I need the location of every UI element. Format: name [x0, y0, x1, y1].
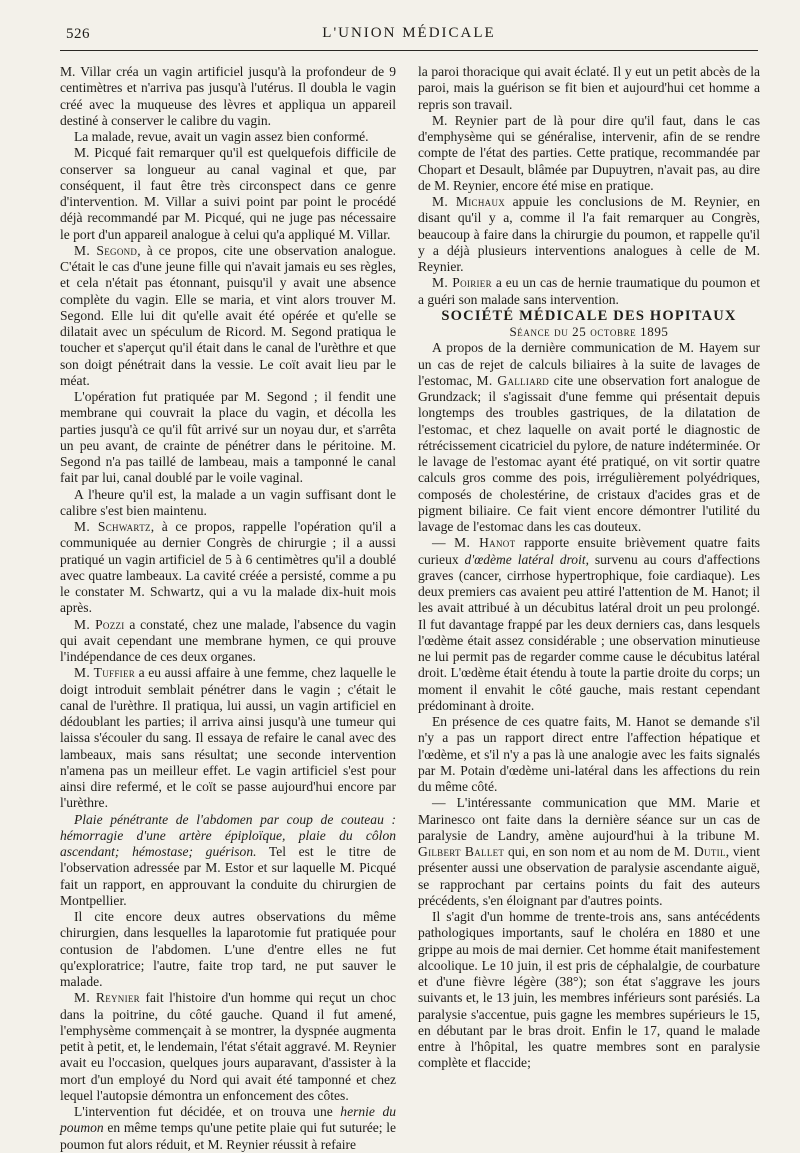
paragraph: M. Reynier part de là pour dire qu'il faut, dans le cas d'emphysème qui se généralise, intervenir, afin de se rendre compte de l'état des parties. Cette pratique, recommandée par Chopart et Desault, blâmée par Dupuytren, n'avait pas, au dire de M. Reynier, encore été mise en pratique.: [418, 112, 760, 193]
paragraph: M. Schwartz, à ce propos, rappelle l'opération qu'il a communiquée au dernier Congrès de chirurgie ; il a aussi pratiqué un vagin artificiel de 5 à 6 centimètres qu'il a doublé avec quatre lambeaux. La cavité créée a persisté, comme a pu le constater M. Schwartz, qui a vu la malade dix-huit mois après.: [60, 519, 396, 616]
paragraph: En présence de ces quatre faits, M. Hanot se demande s'il n'y a pas un rapport direct entre l'affection hépatique et l'œdème, et s'il n'y a pas là une analogie avec les faits signalés par M. Potain d'œdème uni-latéral dans les affections du rein du même côté.: [418, 714, 760, 794]
paragraph: — M. Hanot rapporte ensuite brièvement quatre faits curieux d'œdème latéral droit, survenu au cours d'affections graves (cancer, cirrhose hypertrophique, foie cardiaque). Les deux premiers cas avaient peu attiré l'attention de M. Hanot; il les avait attribué à un décubitus latéral droit un peu prolongé. Il fut davantage frappé par les deux derniers cas, dans lesquels l'œdème était assez considérable ; une observation minutieuse ne lui permit pas de regarder comme cause le décubitus latéral droit. L'œdème était étendu à toute la partie droite du corps; un moment il envahit le côté gauche, mais restant cependant prédominant à droite.: [418, 535, 761, 713]
italic-phrase: d'œdème latéral droit: [464, 551, 586, 567]
italic-title: Plaie pénétrante de l'abdomen par coup de couteau : hémorragie d'une artère épiploïque, plaie du côlon ascendant; hémostase; guérison.: [60, 811, 396, 859]
paragraph: M. Reynier fait l'histoire d'un homme qui reçut un choc dans la poitrine, du côté gauche. Quand il fut amené, l'emphysème commençait à se montrer, la dyspnée augmenta petit à petit, et, le lendemain, l'état s'était aggravé. M. Reynier avait eu l'occasion, quelques jours auparavant, d'assister à la mort d'un employé du Nord qui avait été tamponné et chez lequel l'autopsie démontra un enfoncement des côtes.: [60, 990, 396, 1103]
paragraph: Il cite encore deux autres observations du même chirurgien, dans lesquelles la laparotomie fut pratiquée pour contusion de l'abdomen. L'une d'entre elles ne fut qu'exploratrice; l'autre, faite trop tard, ne put sauver le malade.: [60, 909, 396, 989]
right-column-top-text: [418, 64, 760, 308]
speaker-name: M. Hanot: [454, 535, 516, 551]
paragraph: Il s'agit d'un homme de trente-trois ans, sans antécédents pathologiques importants, sauf le choléra en 1880 et une grippe au mois de mai dernier. Cet homme était manifestement alcoolique. Le 10 juin, il est pris de céphalalgie, de courbature et d'une fièvre légère (38°); son état s'aggrave les jours suivants et, le 13 juin, les membres inférieurs sont parésiés. La paralysie s'accentue, puis gagne les membres supérieurs le 15, en débutant par le bras droit. Enfin le 17, quand le malade entre à l'hôpital, les quatre membres sont en paralysie complète et flaccide;: [418, 909, 760, 1071]
paragraph: M. Pozzi a constaté, chez une malade, l'absence du vagin qui avait cependant une membrane hymen, ce qui prouve l'indépendance de ces deux organes.: [60, 616, 396, 664]
session-title: Séance du 25 octobre 1895: [509, 324, 669, 339]
paragraph: Plaie pénétrante de l'abdomen par coup de couteau : hémorragie d'une artère épiploïque, plaie du côlon ascendant; hémostase; guérison. Tel est le titre de l'observation adressée par M. Estor et sur laquelle M. Picqué fait un rapport, en approuvant la conduite du chirurgien de Montpellier.: [60, 811, 396, 908]
paragraph: M. Tuffier a eu aussi affaire à une femme, chez laquelle le doigt introduit semblait pénétrer dans le vagin ; c'était le canal de l'urèthre. Il pratiqua, lui aussi, un vagin artificiel en dédoublant les parties; il arriva ainsi jusqu'à une tumeur qui laissa s'écouler du sang. Il essaya de refaire le canal avec des lambeaux, mais sans résultat; une seconde intervention n'amena pas un meilleur effet. Le vagin artificiel s'est pour ainsi dire refermé, et le coït se passe aujourd'hui encore par l'urèthre.: [60, 665, 396, 811]
paragraph: M. Picqué fait remarquer qu'il est quelquefois difficile de conserver sa longueur au canal vaginal et que, par conséquent, il faut être très circonspect dans ce genre d'intervention. M. Villar a suivi point par point le procédé déjà recommandé par M. Picqué, qui ne juge pas nécessaire le port d'un appareil analogue à celui qu'a appliqué M. Villar.: [60, 145, 396, 242]
page-header: [60, 22, 758, 46]
paragraph: L'opération fut pratiquée par M. Segond ; il fendit une membrane qui couvrait la place du vagin, et décolla les parties jusqu'à ce qu'il fût arrivé sur un noyau dur, et s'arrêta un peu avant, de crainte de pénétrer dans le péritoine. M. Segond n'a pas taillé de lambeau, mais a tamponné le canal fait par lui, canal doublé par le voile vaginal.: [60, 389, 396, 486]
paragraph: L'intervention fut décidée, et on trouva une hernie du poumon en même temps qu'une petite plaie qui fut suturée; le poumon fut alors réduit, et M. Reynier réussit à refaire: [60, 1104, 396, 1152]
speaker-name: M. Galliard: [476, 372, 550, 388]
speaker-name: M. Dutil: [673, 844, 726, 859]
speaker-name: M. Tuffier: [74, 665, 136, 681]
paragraph: A propos de la dernière communication de M. Hayem sur un cas de rejet de calculs biliaires à la suite de lavages de l'estomac, M. Galliard cite une observation fort analogue de Grundzack; il s'agissait d'une femme qui présentait depuis longtemps des troubles gastriques, de la dilatation de l'estomac, et chez laquelle on avait porté le diagnostic de rétrécissement cicatriciel du pylore, de nature indéterminée. Or le lavage de l'estomac ayant été pratiqué, on vit sortir quatre calculs gros comme des pois, irrégulièrement polyédriques, composés de cholestérine, de cristaux d'acides gras et de pigment biliaire. Ce fait vient encore démontrer l'utilité du lavage de l'estomac dans les cas douteux.: [418, 340, 760, 534]
header-rule: [60, 50, 758, 51]
paragraph: M. Poirier a eu un cas de hernie traumatique du poumon et a guéri son malade sans intervention.: [418, 275, 760, 307]
speaker-name: M. Schwartz: [74, 519, 151, 534]
paragraph: — L'intéressante communication que MM. Marie et Marinesco ont faite dans la dernière séance sur un cas de paralysie de Landry, amène aujourd'hui à la tribune M. Gilbert Ballet qui, en son nom et au nom de M. Dutil, vient présenter aussi une observation de paralysie ascendante aiguë, se rapprochant par certains points du fait des auteurs précédents, s'en éloignant par d'autres points.: [418, 795, 760, 908]
paragraph: A l'heure qu'il est, la malade a un vagin suffisant dont le calibre s'est bien maintenu.: [60, 486, 396, 518]
speaker-name: M. Pozzi: [74, 616, 125, 632]
right-column: [418, 64, 760, 1080]
paragraph: M. Michaux appuie les conclusions de M. Reynier, en disant qu'il y a, comme il l'a fait remarquer au Congrès, beaucoup à faire dans la chirurgie du poumon, et rappelle qu'il y a déjà plusieurs interventions analogues à celle de M. Reynier.: [418, 194, 760, 274]
paragraph: La malade, revue, avait un vagin assez bien conformé.: [74, 129, 369, 144]
speaker-name: M. Michaux: [432, 194, 506, 209]
running-title: L'UNION MÉDICALE: [322, 25, 496, 41]
section-title: SOCIÉTÉ MÉDICALE DES HOPITAUX: [441, 307, 737, 324]
paragraph: M. Segond, à ce propos, cite une observation analogue. C'était le cas d'une jeune fille qui n'avait jamais eu ses règles, et cela n'était pas étonnant, puisqu'il y avait une absence complète du vagin. Elle se maria, et vint alors trouver M. Segond. Elle lui dit qu'elle avait été opérée et qu'elle se dilatait avec un spéculum de Ricord. M. Segond pratiqua le toucher et s'aperçut qu'il était dans le canal de l'urèthre et que son doigt pénétrait dans la vessie. Le coït avait lieu par le méat.: [60, 242, 396, 388]
italic-phrase: hernie du poumon: [60, 1104, 396, 1136]
page-number: 526: [66, 26, 90, 42]
speaker-name: M. Poirier: [432, 275, 492, 291]
speaker-name: M. Gilbert Ballet: [418, 827, 760, 859]
speaker-name: M. Reynier: [74, 990, 140, 1006]
left-column: [60, 64, 396, 1152]
speaker-name: M. Segond: [74, 242, 138, 258]
right-column-bottom-text: [418, 340, 760, 1071]
paragraph: la paroi thoracique qui avait éclaté. Il y eut un petit abcès de la paroi, mais la guérison se fit bien et aujourd'hui cet homme a repris son travail.: [418, 64, 760, 112]
paragraph: M. Villar créa un vagin artificiel jusqu'à la profondeur de 9 centimètres et n'arriva pas jusqu'à l'utérus. Il doubla le vagin créé avec la muqueuse des lèvres et appliqua un appareil destiné à conserver le calibre du vagin.: [60, 64, 396, 128]
